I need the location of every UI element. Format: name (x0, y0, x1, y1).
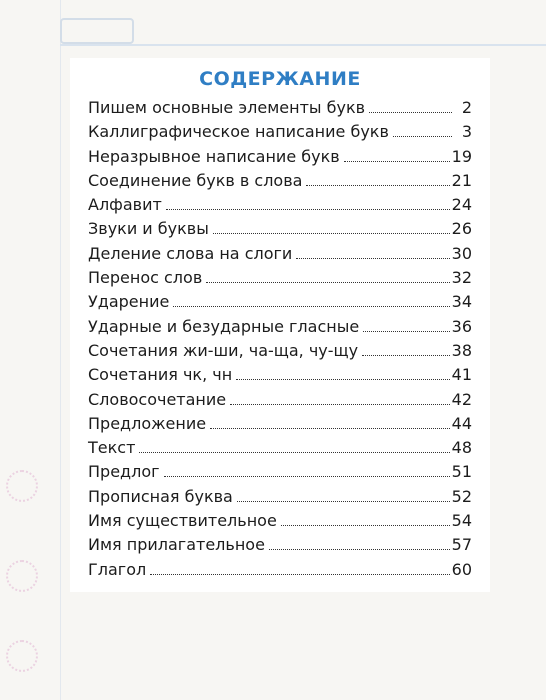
toc-dot-leader (150, 574, 449, 575)
toc-entry-page: 52 (451, 486, 472, 506)
toc-entry-title: Имя существительное (88, 511, 277, 531)
toc-entry-page: 57 (451, 535, 472, 555)
toc-dot-leader (296, 258, 449, 259)
bleed-through-header (60, 16, 546, 46)
toc-dot-leader (206, 282, 449, 283)
toc-entry (88, 509, 472, 533)
toc-entry-page: 36 (451, 316, 472, 336)
toc-dot-leader (393, 136, 452, 137)
flower-decoration-icon (6, 560, 38, 592)
toc-entry (88, 96, 472, 120)
toc-entry-page: 44 (451, 413, 472, 433)
toc-dot-leader (237, 501, 450, 502)
toc-dot-leader (166, 209, 450, 210)
toc-entry-page: 48 (451, 438, 472, 458)
toc-entry (88, 436, 472, 460)
toc-dot-leader (281, 525, 450, 526)
toc-entry-title: Ударные и безударные гласные (88, 316, 360, 336)
toc-entry (88, 217, 472, 241)
toc-entry-title: Неразрывное написание букв (88, 146, 340, 166)
toc-entry-page: 51 (451, 462, 472, 482)
toc-entry (88, 266, 472, 290)
toc-entry (88, 485, 472, 509)
toc-entry-title: Соединение букв в слова (88, 170, 303, 190)
toc-entry-title: Имя прилагательное (88, 535, 265, 555)
toc-entry (88, 558, 472, 582)
toc-dot-leader (269, 549, 450, 550)
toc-entry (88, 242, 472, 266)
page-margin-line (60, 0, 61, 700)
toc-entry (88, 120, 472, 144)
toc-title: СОДЕРЖАНИЕ (199, 68, 361, 90)
toc-entry-page: 30 (451, 243, 472, 263)
toc-entry-title: Каллиграфическое написание букв (88, 122, 389, 142)
toc-entry-page: 2 (461, 98, 472, 117)
toc-entry-title: Перенос слов (88, 268, 203, 288)
toc-entry (88, 193, 472, 217)
toc-entry-title: Предложение (88, 413, 207, 433)
toc-entry-page: 34 (451, 292, 472, 312)
toc-dot-leader (236, 379, 449, 380)
toc-dot-leader (306, 185, 449, 186)
toc-entry-title: Ударение (88, 292, 170, 312)
toc-dot-leader (369, 112, 452, 113)
bleed-through-pill (60, 18, 134, 44)
toc-dot-leader (362, 355, 450, 356)
toc-entry-title: Сочетания жи-ши, ча-ща, чу-щу (88, 340, 359, 360)
toc-entry-page: 26 (451, 219, 472, 239)
toc-dot-leader (344, 161, 450, 162)
toc-dot-leader (213, 233, 450, 234)
toc-entry-title: Прописная буква (88, 486, 233, 506)
toc-entry-page: 38 (451, 340, 472, 360)
toc-entry (88, 460, 472, 484)
toc-dot-leader (139, 452, 449, 453)
toc-dot-leader (164, 476, 450, 477)
toc-dot-leader (230, 404, 450, 405)
toc-entry-title: Сочетания чк, чн (88, 365, 233, 385)
toc-entry (88, 145, 472, 169)
toc-entry-title: Деление слова на слоги (88, 243, 293, 263)
toc-entry-page: 41 (451, 365, 472, 385)
flower-decoration-icon (6, 470, 38, 502)
toc-entry-title: Текст (88, 438, 136, 458)
toc-entry (88, 290, 472, 314)
toc-entry-page: 3 (461, 122, 472, 142)
toc-entry-title: Звуки и буквы (88, 219, 209, 239)
toc-entry (88, 412, 472, 436)
toc-entry-page: 21 (451, 170, 472, 190)
toc-entry (88, 169, 472, 193)
toc-entry-page: 19 (451, 146, 472, 166)
toc-entry-page: 24 (451, 195, 472, 215)
toc-entry-title: Алфавит (88, 195, 162, 215)
toc-dot-leader (173, 306, 449, 307)
table-of-contents (70, 58, 490, 592)
toc-entry (88, 315, 472, 339)
toc-entry-page: 42 (451, 389, 472, 409)
toc-entry-title: Словосочетание (88, 389, 227, 409)
toc-entry-title: Пишем основные элементы букв (88, 98, 366, 117)
toc-entry-title: Предлог (88, 462, 160, 482)
toc-dot-leader (363, 331, 449, 332)
toc-entry (88, 533, 472, 557)
toc-entry-page: 60 (451, 559, 472, 579)
toc-entry-page: 54 (451, 511, 472, 531)
toc-entry (88, 339, 472, 363)
toc-entry-page: 32 (451, 268, 472, 288)
toc-list (70, 96, 490, 582)
toc-entry (88, 363, 472, 387)
flower-decoration-icon (6, 640, 38, 672)
toc-entry (88, 388, 472, 412)
toc-entry-title: Глагол (88, 559, 147, 579)
toc-dot-leader (210, 428, 450, 429)
